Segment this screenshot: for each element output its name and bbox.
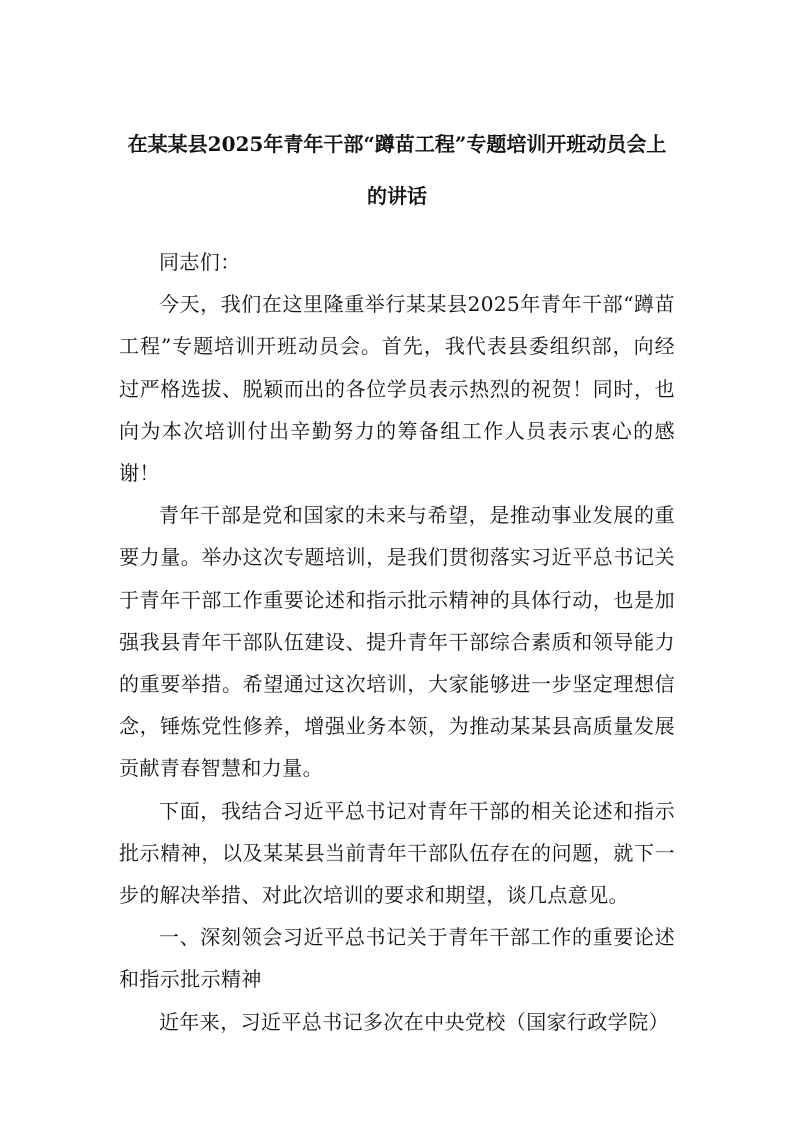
paragraph-opening: 今天，我们在这里隆重举行某某县2025年青年干部“蹲苗工程”专题培训开班动员会。首先，我代表县委组织部，向经过严格选拔、脱颖而出的各位学员表示热烈的祝贺！同时，也向为本次培训付出辛勤努力的筹备组工作人员表示衷心的感谢！ xyxy=(119,292,675,486)
salutation: 同志们： xyxy=(159,250,241,274)
paragraph-outline: 下面，我结合习近平总书记对青年干部的相关论述和指示批示精神，以及某某县当前青年干部队伍存在的问题，就下一步的解决举措、对此次培训的要求和期望，谈几点意见。 xyxy=(119,798,675,908)
document-title: 在某某县2025年青年干部“蹲苗工程”专题培训开班动员会上的讲话 xyxy=(127,132,667,208)
section-heading-1: 一、深刻领会习近平总书记关于青年干部工作的重要论述和指示批示精神 xyxy=(119,925,675,992)
paragraph-significance: 青年干部是党和国家的未来与希望，是推动事业发展的重要力量。举办这次专题培训，是我们贯彻落实习近平总书记关于青年干部工作重要论述和指示批示精神的具体行动，也是加强我县青年干部队伍建设、提升青年干部综合素质和领导能力的重要举措。希望通过这次培训，大家能够进一步坚定理想信念，锤炼党性修养，增强业务本领，为推动某某县高质量发展贡献青春智慧和力量。 xyxy=(119,503,675,781)
document-body xyxy=(119,241,675,1043)
paragraph-section-1: 近年来，习近平总书记多次在中央党校（国家行政学院） xyxy=(159,1009,669,1034)
